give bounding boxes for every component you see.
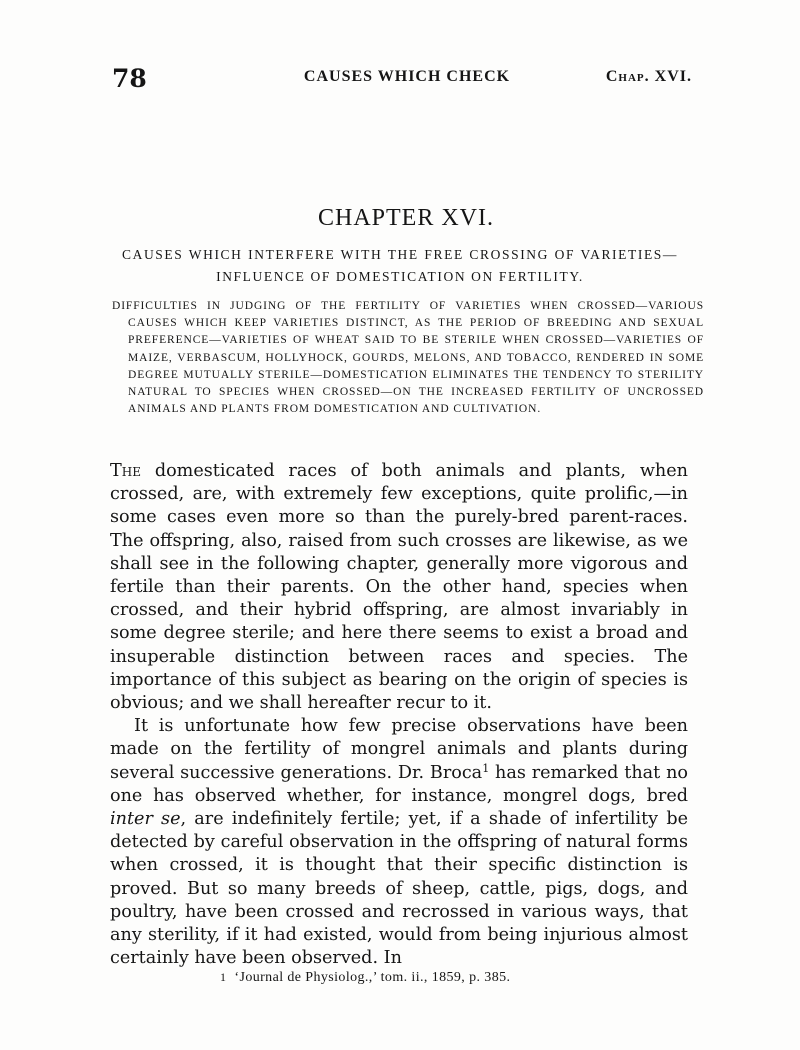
paragraph-text: It is unfortunate how few precise observations have been made on the fertility of mongrel animals and plants during several successive generations. Dr. Broca [110,716,688,783]
footnote-reference[interactable]: 1 [482,761,490,775]
footnote [220,970,510,986]
running-head [112,64,692,100]
page-number: 78 [112,64,147,93]
italic-phrase: inter se [110,809,181,830]
paragraph [110,715,688,970]
running-title: CAUSES WHICH CHECK [303,68,511,85]
chapter-heading: CHAPTER XVI. [317,205,494,231]
running-chapter: Chap. XVI. [605,68,692,85]
paragraph-lead: The [110,461,141,481]
paragraph-text: domesticated races of both animals and plants, when crossed, are, with extremely few exceptions, quite prolific,—in some cases even more so than the purely-bred parent-races. The offspring, also, raised from such crosses are likewise, as we shall see in the following chapter, generally more vigorous and fertile than their parents. On the other hand, species when crossed, and their hybrid offspring, are almost invariably in some degree sterile; and here there seems to exist a broad and insuperable distinction between races and species. The importance of this subject as bearing on the origin of species is obvious; and we shall hereafter recur to it. [110,461,688,714]
paragraph [110,460,688,715]
paragraph-text: has remarked that no one has observed whether, for instance, mongrel dogs, bred [110,762,688,806]
footnote-text: ‘Journal de Physiolog.,’ tom. ii., 1859, p. 385. [234,970,511,985]
footnote-number: 1 [220,970,227,984]
chapter-summary: DIFFICULTIES IN JUDGING OF THE FERTILITY OF VARIETIES WHEN CROSSED—VARIOUS CAUSES WHICH KEEP VARIETIES DISTINCT, AS THE PERIOD OF BREEDING AND SEXUAL PREFERENCE—VARIETIES OF WHEAT SAID TO BE STERILE WHEN CROSSED—VARIETIES OF MAIZE, VERBASCUM, HOLLYHOCK, GOURDS, MELONS, AND TOBACCO, RENDERED IN SOME DEGREE MUTUALLY STERILE—DOMESTICATION ELIMINATES THE TENDENCY TO STERILITY NATURAL TO SPECIES WHEN CROSSED—ON THE INCREASED FERTILITY OF UNCROSSED ANIMALS AND PLANTS FROM DOMESTICATION AND CULTIVATION. [112,300,704,416]
paragraph-text: , are indefinitely fertile; yet, if a shade of infertility be detected by careful observation in the offspring of natural forms when crossed, it is thought that their specific distinction is proved. But so many breeds of sheep, cattle, pigs, dogs, and poultry, have been crossed and recrossed in various ways, that any sterility, if it had existed, would from being injurious almost certainly have been observed. In [110,809,688,969]
chapter-title: CAUSES WHICH INTERFERE WITH THE FREE CROSSING OF VARIETIES—INFLUENCE OF DOMESTICATION ON FERTILITY. [122,247,678,284]
body-text [110,460,688,970]
